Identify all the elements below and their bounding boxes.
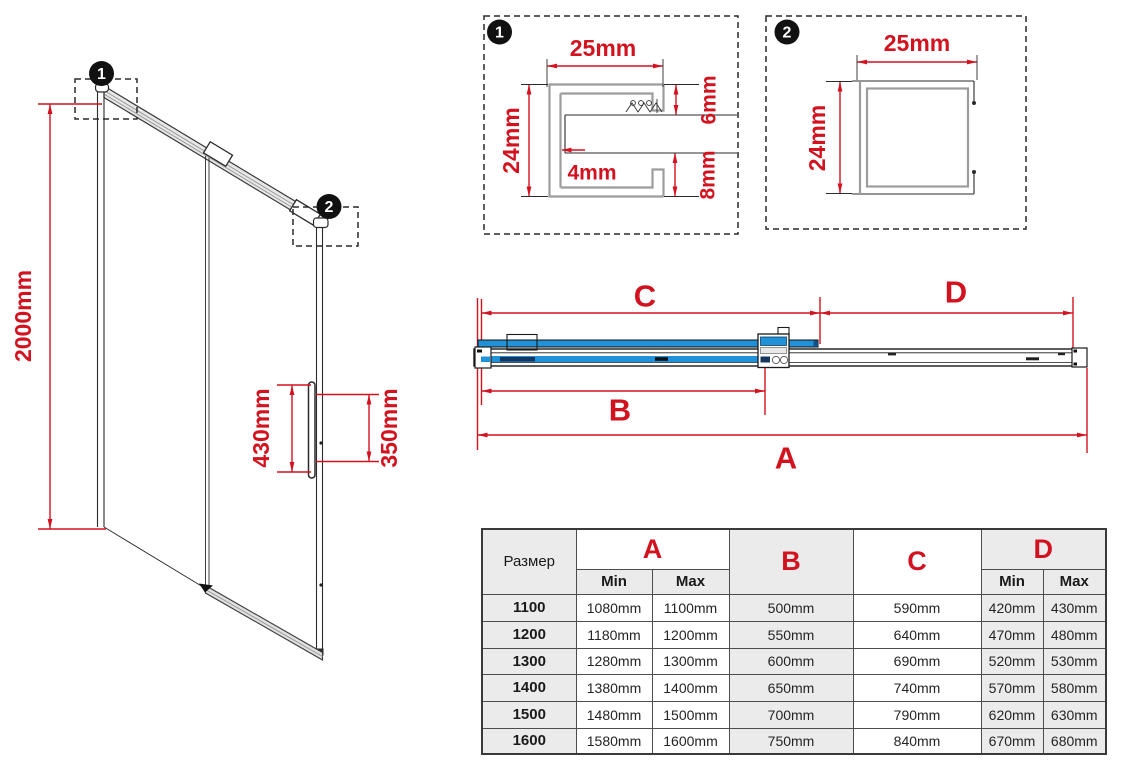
cell-a-max: 1500mm <box>652 701 729 728</box>
dimension-door-height <box>10 104 106 529</box>
svg-text:8mm: 8mm <box>696 150 720 200</box>
table-row <box>482 728 1106 754</box>
cell-d-max: 680mm <box>1043 728 1106 754</box>
dimension-a <box>478 435 1087 476</box>
cell-d-min: 470mm <box>981 621 1043 648</box>
cell-d-min: 520mm <box>981 648 1043 674</box>
detail-2-height-dimension <box>804 82 852 194</box>
svg-text:24mm: 24mm <box>804 104 830 172</box>
size-spec-table <box>481 528 1107 755</box>
dimension-handle-spacing <box>316 388 402 467</box>
cell-d-max: 480mm <box>1043 621 1106 648</box>
dimension-handle-length <box>248 385 311 472</box>
header-a-max: Max <box>652 569 729 594</box>
cell-a-min: 1480mm <box>576 701 652 728</box>
cell-d-max: 630mm <box>1043 701 1106 728</box>
detail-2-number: 2 <box>782 24 792 42</box>
cell-c: 640mm <box>853 621 981 648</box>
fixed-glass-bottom-edge <box>104 527 206 589</box>
detail-1-width-dimension <box>547 35 663 87</box>
row-size: 1600 <box>482 728 576 754</box>
dimension-d <box>821 275 1073 314</box>
dimension-b <box>482 391 765 428</box>
cell-c: 840mm <box>853 728 981 754</box>
cell-d-min: 620mm <box>981 701 1043 728</box>
header-col-b: B <box>729 529 853 594</box>
right-post-cap <box>314 218 329 228</box>
cell-b: 650mm <box>729 674 853 701</box>
header-col-c: C <box>853 529 981 594</box>
track-assembly <box>474 328 1087 369</box>
plan-section-view <box>455 265 1125 480</box>
cell-a-min: 1180mm <box>576 621 652 648</box>
cell-b: 550mm <box>729 621 853 648</box>
svg-text:4mm: 4mm <box>567 161 617 185</box>
handle-spacing-label: 350mm <box>376 388 402 468</box>
callout-1-number: 1 <box>97 66 106 83</box>
detail-2-profile-section <box>765 15 1027 230</box>
svg-text:A: A <box>774 440 798 476</box>
cell-d-min: 420mm <box>981 594 1043 621</box>
table-header-row <box>482 529 1106 569</box>
cell-d-min: 570mm <box>981 674 1043 701</box>
cell-d-max: 580mm <box>1043 674 1106 701</box>
svg-text:D: D <box>944 274 968 310</box>
cell-d-max: 530mm <box>1043 648 1106 674</box>
detail-1-height-dimension <box>498 85 548 197</box>
table-row <box>482 621 1106 648</box>
header-d-max: Max <box>1043 569 1106 594</box>
dimension-c <box>482 279 820 314</box>
center-roller-carriage <box>758 328 789 368</box>
detail-1-top-lip-dimension <box>664 75 721 124</box>
cell-d-max: 430mm <box>1043 594 1106 621</box>
witness-lines <box>478 297 1088 453</box>
svg-text:B: B <box>608 392 632 428</box>
cell-a-max: 1100mm <box>652 594 729 621</box>
row-size: 1200 <box>482 621 576 648</box>
door-structure <box>96 84 329 661</box>
header-size: Размер <box>482 529 576 594</box>
door-height-label: 2000mm <box>10 269 36 363</box>
cell-a-min: 1080mm <box>576 594 652 621</box>
cell-a-max: 1600mm <box>652 728 729 754</box>
cell-a-max: 1400mm <box>652 674 729 701</box>
svg-text:C: C <box>633 278 657 314</box>
cell-a-min: 1280mm <box>576 648 652 674</box>
door-isometric-view <box>0 0 470 776</box>
cell-c: 690mm <box>853 648 981 674</box>
gasket-seal <box>626 99 662 113</box>
cell-c: 740mm <box>853 674 981 701</box>
row-size: 1500 <box>482 701 576 728</box>
row-size: 1400 <box>482 674 576 701</box>
cell-b: 750mm <box>729 728 853 754</box>
cell-b: 700mm <box>729 701 853 728</box>
svg-text:25mm: 25mm <box>883 30 951 56</box>
svg-text:25mm: 25mm <box>569 35 637 61</box>
callout-2-number: 2 <box>324 199 334 216</box>
table-row <box>482 594 1106 621</box>
header-a-min: Min <box>576 569 652 594</box>
cell-a-max: 1200mm <box>652 621 729 648</box>
cell-a-min: 1380mm <box>576 674 652 701</box>
table-row <box>482 674 1106 701</box>
header-d-min: Min <box>981 569 1043 594</box>
detail-1-profile-section <box>483 15 740 236</box>
detail-1-number: 1 <box>495 24 504 42</box>
post-profile-drawing <box>852 81 976 194</box>
cell-d-min: 670mm <box>981 728 1043 754</box>
row-size: 1300 <box>482 648 576 674</box>
handle-length-label: 430mm <box>248 388 274 468</box>
cell-c: 590mm <box>853 594 981 621</box>
header-col-d: D <box>981 529 1106 569</box>
door-handle <box>309 382 316 478</box>
cell-b: 600mm <box>729 648 853 674</box>
table-row <box>482 701 1106 728</box>
detail-1-wall-thickness-dimension <box>562 150 617 185</box>
row-size: 1100 <box>482 594 576 621</box>
header-col-a: A <box>576 529 729 569</box>
table-row <box>482 648 1106 674</box>
cell-c: 790mm <box>853 701 981 728</box>
detail-2-width-dimension <box>857 30 977 80</box>
cell-a-max: 1300mm <box>652 648 729 674</box>
cell-b: 500mm <box>729 594 853 621</box>
detail-1-bottom-lip-dimension <box>664 150 720 199</box>
svg-text:24mm: 24mm <box>498 107 524 174</box>
right-end-cap <box>1072 348 1087 367</box>
svg-text:6mm: 6mm <box>697 75 721 125</box>
cell-a-min: 1580mm <box>576 728 652 754</box>
